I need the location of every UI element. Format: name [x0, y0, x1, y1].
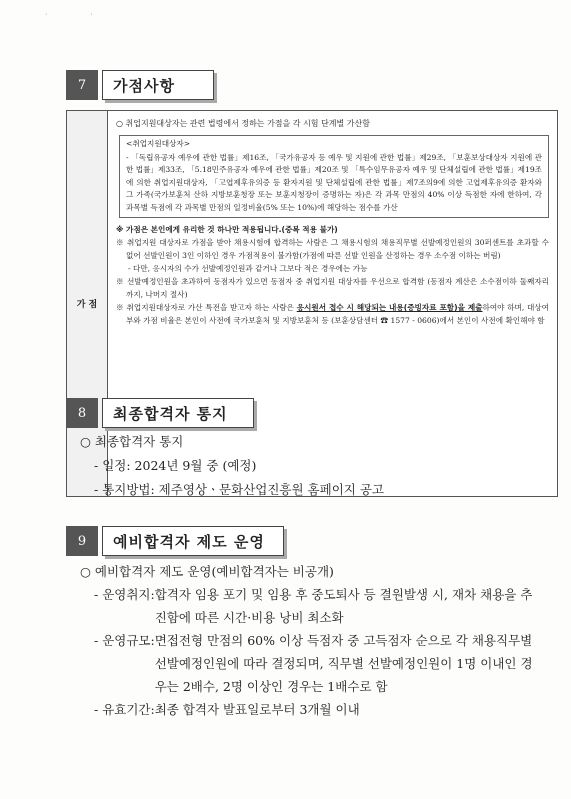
box-title: <취업지원대상자>	[126, 139, 191, 148]
section-title: 가점사항	[102, 70, 214, 100]
reserve-heading: ○ 예비합격자 제도 운영(예비합격자는 비공개)	[80, 564, 334, 579]
note-1: ※ 가점은 본인에게 유리한 것 하나만 적용됩니다.(중복 적용 불가)	[116, 225, 338, 234]
section-7-header	[66, 70, 214, 100]
note-4-underlined: 응시원서 접수 시 해당되는 내용(증빙자료 포함)을 제출	[296, 303, 483, 312]
method-line: - 통지방법: 제주영상ㆍ문화산업진흥원 홈페이지 공고	[94, 482, 384, 497]
period-label: - 유효기간:	[94, 702, 155, 717]
intro-text: ○ 취업지원대상자는 관련 법령에서 정하는 가점을 각 시험 단계별 가산함	[116, 119, 370, 128]
note-4-b: 하여야 하며, 대상여부와 가점 비율은 본인이 사전에 국가보훈처 및 지방보훈처 등 (보훈상담센터 ☎ 1577 - 0606)에서 본인이 사전에 확인해야 함	[126, 303, 549, 325]
eligibility-box	[119, 135, 549, 218]
section-9-header	[66, 526, 284, 556]
section-8-body	[80, 430, 384, 502]
scale-label: - 운영규모:	[94, 633, 155, 648]
note-4-a: ※ 취업지원대상자로 가산 특전을 받고자 하는 사람은	[116, 303, 297, 312]
note-3: ※ 선발예정인원을 초과하여 동점자가 있으면 동점자 중 취업지원 대상자를 우선으로 합격함 (동점자 계산은 소수점이하 둘째자리까지, 나머지 절사)	[116, 277, 549, 299]
section-8-header	[66, 398, 254, 428]
period-row	[80, 698, 540, 721]
note-2: ※ 취업지원 대상자로 가점을 받아 채용시험에 합격하는 사람은 그 채용시험의 채용직무별 선발예정인원의 30퍼센트를 초과할 수 없어 선발인원이 3인 이하인 경우 가점적용이 불가함(가점에 따른 선발 인원을 산정하는 경우 소수점 이하는 버림)	[116, 238, 549, 260]
section-9-body	[80, 560, 540, 721]
purpose-row	[80, 583, 540, 629]
section-number: 7	[66, 70, 98, 100]
section-title: 최종합격자 통지	[102, 398, 254, 428]
section-number: 8	[66, 398, 98, 428]
scale-value: 면접전형 만점의 60% 이상 득점자 중 고득점자 순으로 각 채용직무별 선발예정인원에 따라 결정되며, 직무별 선발예정인원이 1명 이내인 경우는 2배수, 2명 이상인 경우는 1배수로 함	[154, 633, 533, 694]
section-number: 9	[66, 526, 98, 556]
section-title: 예비합격자 제도 운영	[102, 526, 284, 556]
scan-marks: · ·	[45, 10, 113, 19]
note-2-sub: - 다만, 응시자의 수가 선발예정인원과 같거나 그보다 적은 경우에는 가능	[128, 264, 368, 273]
schedule-line: - 일정: 2024년 9월 중 (예정)	[94, 458, 257, 473]
scale-row	[80, 629, 540, 698]
note-4	[116, 301, 549, 327]
table-label: 가 점	[67, 111, 108, 496]
notes	[116, 223, 549, 327]
purpose-label: - 운영취지:	[94, 587, 155, 602]
final-notice-heading: ○ 최종합격자 통지	[80, 434, 184, 449]
purpose-value: 합격자 임용 포기 및 임용 후 중도퇴사 등 결원발생 시, 재차 채용을 추진함에 따른 시간·비용 낭비 최소화	[154, 587, 533, 625]
period-value: 최종 합격자 발표일로부터 3개월 이내	[154, 702, 360, 717]
box-body: - 「독립유공자 예우에 관한 법률」제16조, 「국가유공자 등 예우 및 지원에 관한 법률」제29조, 「보훈보상대상자 지원에 관한 법률」제33조, 「5.18민주유공자 예우에 관한 법률」제20조 및 「특수임무유공자 예우 및 단체설립에 관한 법률」제19조에 의한 취업지원대상자, 「고엽제후유의증 등 환자지원 및 단체설립에 관한 법률」제7조의9에 의한 고엽제후유의증 환자와 그 가족(국가보훈처 산하 지방보훈청장 또는 보훈지청장이 증명하는 자)은 각 과목 만점의 40% 이상 득점한 자에 한하여, 각 과목별 득점에 각 과목별 만점의 일정비율(5% 또는 10%)에 해당하는 점수를 가산	[126, 152, 542, 212]
